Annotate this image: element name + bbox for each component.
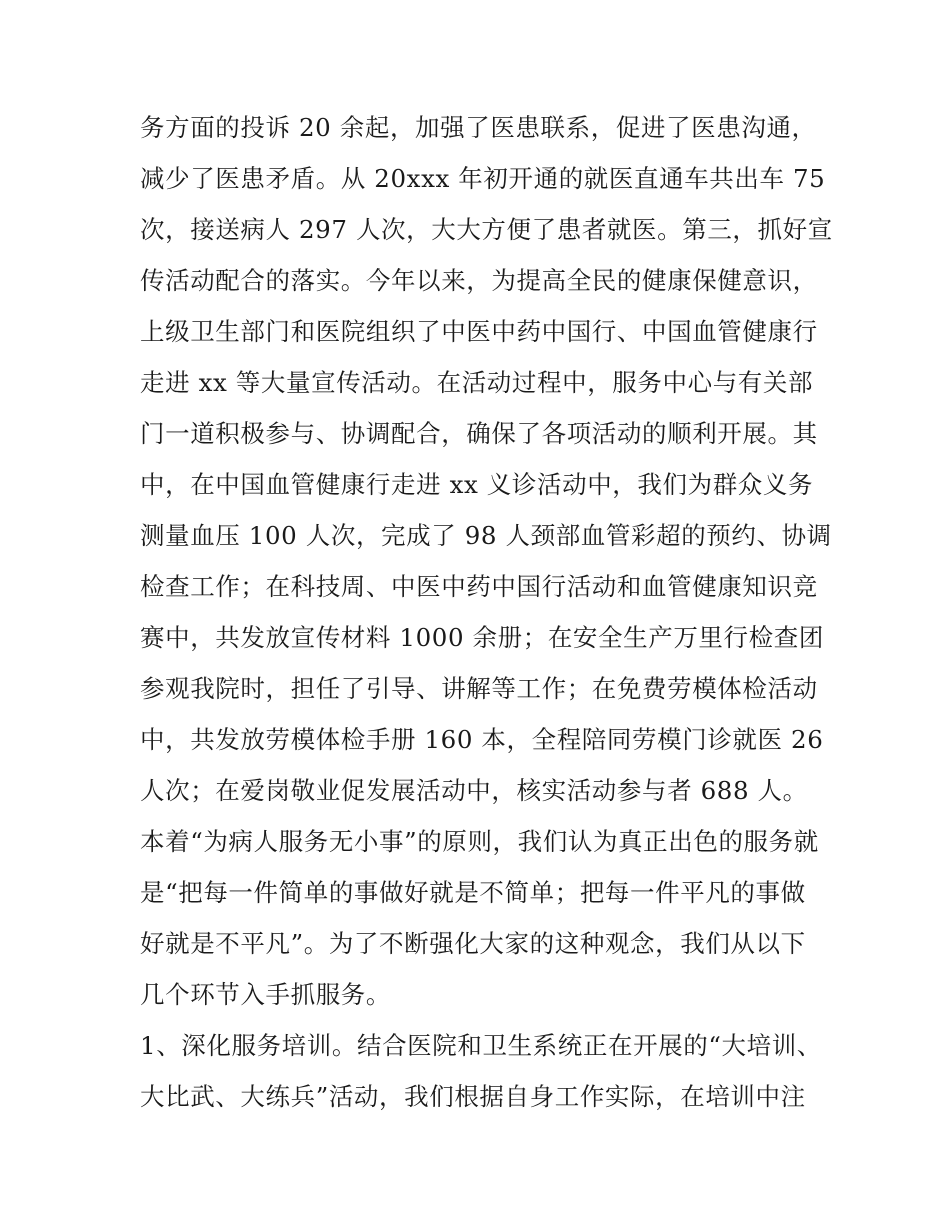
text-line: 是“把每一件简单的事做好就是不简单；把每一件平凡的事做 (140, 878, 806, 907)
text-line: 中，共发放劳模体检手册 160 本，全程陪同劳模门诊就医 26 (140, 725, 824, 754)
text-line: 次，接送病人 297 人次，大大方便了患者就医。第三，抓好宣 (140, 215, 833, 244)
text-line: 测量血压 100 人次，完成了 98 人颈部血管彩超的预约、协调 (140, 521, 832, 550)
body-text (140, 102, 833, 1122)
text-line: 走进 xx 等大量宣传活动。在活动过程中，服务中心与有关部 (140, 368, 814, 397)
text-line: 减少了医患矛盾。从 20xxx 年初开通的就医直通车共出车 75 (140, 164, 826, 193)
text-line: 检查工作；在科技周、中医中药中国行活动和血管健康知识竞 (140, 572, 818, 601)
text-line: 门一道积极参与、协调配合，确保了各项活动的顺利开展。其 (140, 419, 818, 448)
text-line: 传活动配合的落实。今年以来，为提高全民的健康保健意识， (140, 266, 818, 295)
text-line: 参观我院时，担任了引导、讲解等工作；在免费劳模体检活动 (140, 674, 818, 703)
text-line: 人次；在爱岗敬业促发展活动中，核实活动参与者 688 人。 (140, 776, 808, 805)
text-line: 赛中，共发放宣传材料 1000 余册；在安全生产万里行检查团 (140, 623, 824, 652)
text-line: 大比武、大练兵”活动，我们根据自身工作实际，在培训中注 (140, 1082, 806, 1111)
text-line: 1、深化服务培训。结合医院和卫生系统正在开展的“大培训、 (140, 1031, 822, 1060)
text-line: 好就是不平凡”。为了不断强化大家的这种观念，我们从以下 (140, 929, 806, 958)
text-line: 中，在中国血管健康行走进 xx 义诊活动中，我们为群众义务 (140, 470, 814, 499)
text-line: 本着“为病人服务无小事”的原则，我们认为真正出色的服务就 (140, 827, 819, 856)
text-line: 几个环节入手抓服务。 (140, 980, 391, 1009)
text-line: 务方面的投诉 20 余起，加强了医患联系，促进了医患沟通， (140, 113, 817, 142)
text-line: 上级卫生部门和医院组织了中医中药中国行、中国血管健康行 (140, 317, 818, 346)
